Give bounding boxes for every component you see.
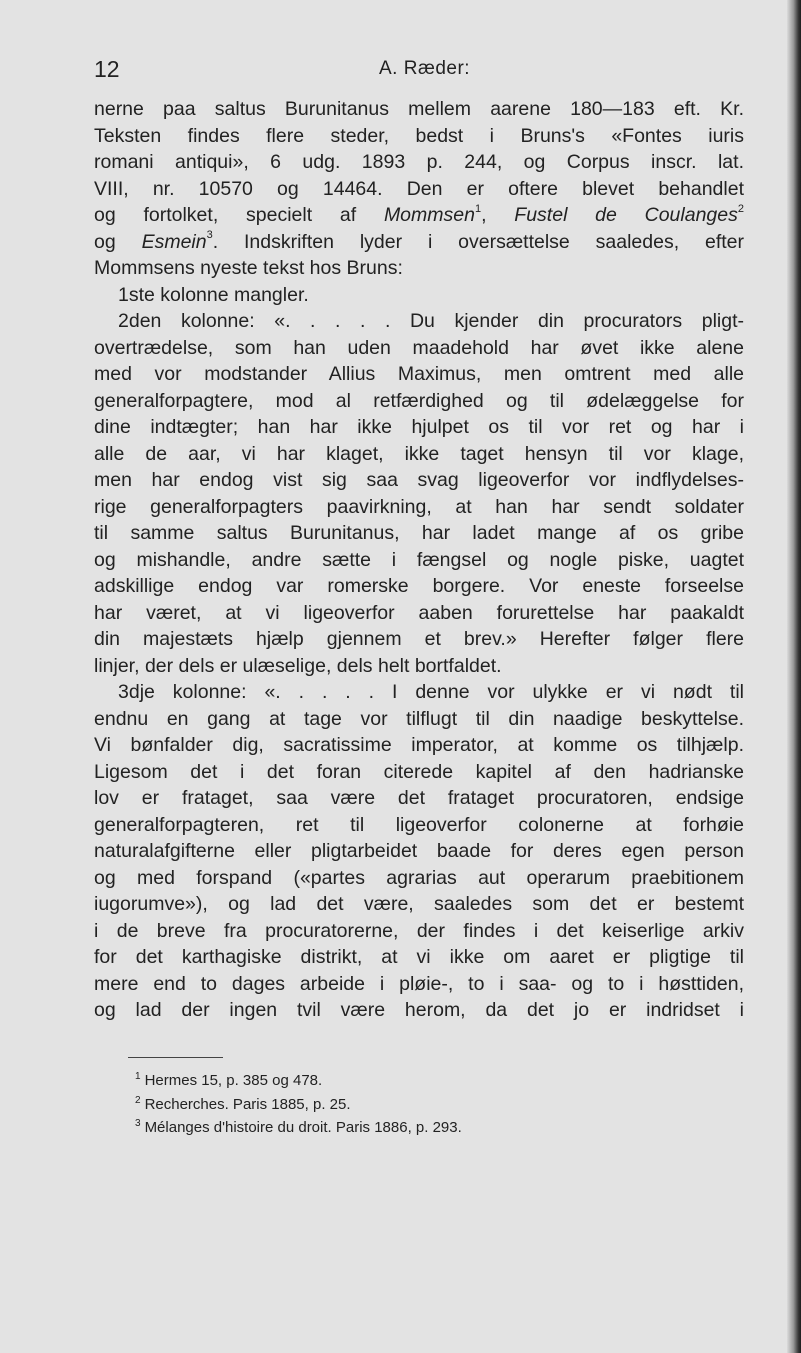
text-line — [94, 202, 744, 229]
text-line: linjer, der dels er ulæselige, dels helt bortfaldet. — [94, 654, 502, 677]
text-line: Vi bønfalder dig, sacratissime imperator, at komme os tilhjælp. — [94, 734, 744, 756]
author-mommsen: Mommsen — [383, 204, 475, 226]
text-line: nerne paa saltus Burunitanus mellem aarene 180—183 eft. Kr. — [94, 98, 744, 120]
footnote-divider — [128, 1057, 223, 1058]
text-fragment: og fortolket, specielt af — [94, 204, 384, 226]
text-line: til samme saltus Burunitanus, har ladet mange af os gribe — [94, 522, 744, 544]
text-line: Teksten findes flere steder, bedst i Bruns's «Fontes iuris — [94, 124, 744, 147]
author-esmein: Esmein — [141, 230, 207, 253]
footnote-ref-3: 3 — [206, 229, 213, 241]
text-line — [94, 229, 744, 256]
text-line: 2den kolonne: «. . . . . Du kjender din procurators pligt- — [118, 310, 744, 332]
text-fragment: . Indskriften lyder i oversættelse saaledes, efter — [212, 230, 745, 253]
footnote-text: Recherches. Paris 1885, p. 25. — [144, 1095, 351, 1113]
text-line: men har endog vist sig saa svag ligeoverfor vor indflydelses- — [94, 469, 744, 491]
text-line: og lad der ingen tvil være herom, da det jo er indridset i — [94, 999, 744, 1021]
footnote — [135, 1067, 462, 1091]
footnote-text: Mélanges d'histoire du droit. Paris 1886, p. 293. — [144, 1119, 462, 1136]
text-line: med vor modstander Allius Maximus, men omtrent med alle — [94, 363, 744, 385]
footnote-text: Hermes 15, p. 385 og 478. — [144, 1072, 323, 1089]
text-line: 3dje kolonne: «. . . . . I denne vor ulykke er vi nødt til — [118, 681, 744, 703]
text-line: i de breve fra procuratorerne, der findes i det keiserlige arkiv — [94, 919, 744, 942]
running-head: A. Ræder: — [379, 58, 471, 79]
text-fragment: , — [481, 204, 515, 226]
footnote-ref-1: 1 — [474, 202, 482, 215]
footnote-mark: 2 — [135, 1094, 141, 1106]
text-line: for det karthagiske distrikt, at vi ikke om aaret er pligtige til — [94, 946, 744, 968]
author-fustel: Fustel de Coulanges — [514, 204, 738, 226]
page-number: 12 — [94, 56, 120, 82]
text-line: Ligesom det i det foran citerede kapitel af den hadrianske — [94, 760, 744, 783]
text-line: har været, at vi ligeoverfor aaben forurettelse har paakaldt — [94, 601, 744, 624]
text-line: naturalafgifterne eller pligtarbeidet baade for deres egen person — [94, 840, 744, 862]
text-line: VIII, nr. 10570 og 14464. Den er oftere blevet behandlet — [94, 177, 744, 200]
text-line: dine indtægter; han har ikke hjulpet os til vor ret og har i — [94, 416, 744, 438]
text-line: og med forspand («partes agrarias aut operarum praebitionem — [94, 866, 744, 889]
text-line: generalforpagtere, mod al retfærdighed og til ødelæggelse for — [94, 389, 744, 412]
text-line: Mommsens nyeste tekst hos Bruns: — [94, 257, 403, 279]
text-line: mere end to dages arbeide i pløie-, to i saa- og to i høsttiden, — [94, 972, 744, 995]
text-line: adskillige endog var romerske borgere. Vor eneste forseelse — [94, 575, 744, 597]
page-edge-shadow — [787, 0, 801, 1353]
footnotes — [135, 1067, 462, 1138]
footnote-mark: 3 — [135, 1118, 141, 1129]
text-line: generalforpagteren, ret til ligeoverfor colonerne at forhøie — [94, 813, 744, 836]
text-line: rige generalforpagters paavirkning, at han har sendt soldater — [94, 495, 744, 518]
text-line: alle de aar, vi har klaget, ikke taget hensyn til vor klage, — [94, 442, 744, 465]
footnote-ref-2: 2 — [737, 202, 744, 215]
text-fragment: og — [94, 230, 142, 253]
text-line: iugorumve»), og lad det være, saaledes som det er bestemt — [94, 893, 744, 915]
text-line: romani antiqui», 6 udg. 1893 p. 244, og Corpus inscr. lat. — [94, 151, 744, 173]
page-header — [94, 56, 744, 90]
text-line: din majestæts hjælp gjennem et brev.» Herefter følger flere — [94, 628, 744, 650]
footnote — [135, 1114, 462, 1138]
footnote-mark: 1 — [135, 1071, 141, 1082]
body-text — [94, 96, 744, 1024]
text-line: overtrædelse, som han uden maadehold har øvet ikke alene — [94, 336, 744, 359]
text-line: lov er frataget, saa være det frataget procuratoren, endsige — [94, 787, 744, 809]
text-line: 1ste kolonne mangler. — [118, 283, 309, 306]
footnote — [135, 1091, 462, 1115]
text-line: endnu en gang at tage vor tilflugt til din naadige beskyttelse. — [94, 707, 744, 730]
text-line: og mishandle, andre sætte i fængsel og nogle piske, uagtet — [94, 548, 744, 571]
